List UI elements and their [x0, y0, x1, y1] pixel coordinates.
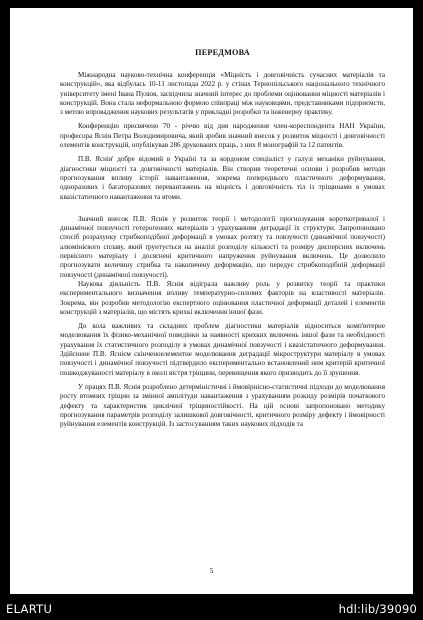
paragraph-5: Наукова діяльність П.В. Яснія відіграла важливу роль у розвитку теорії та практики експериментального визначення впливу температурно-силових факторів на властивості матеріалів. Зокрема, він розробив методологію експертного оцінювання пластичної деформації деталей і елементів конструкцій з матеріалів, що містять крихкі включення іншої фази.: [60, 279, 385, 316]
paragraph-4: Значний внесок П.В. Яснія у розвиток теорії і методології прогнозування короткотривалої і динамічної повзучості гетерогенних матеріалів з урахуванням деградації їх структури. Запропоновано спосіб розрахунку стрибкоподібної деформації в умовах розтягу та повзучості (динамічної повзучості) алюмінієвого сплаву, який ґрунтується на аналізі розподілу кількості та розміру дисперсних включень первісного матеріалу і досягнені критичного напруження руйнування включень. Це дозволило прогнозувати величину стрибка та накопичену деформацію, що передує стрибкоподібній деформації повзучості (динамічної повзучості).: [60, 214, 385, 279]
paragraph-7: У працях П.В. Яснія розроблено детерміністичні і ймовірнісно-статистичні підходи до моделювання росту втомних тріщин за змінної амплітуди навантаження з урахуванням розкиду розмірів початкового дефекту та характеристик циклічної тріщиностійкості. На цій основі запропоновано методику прогнозування параметрів розподілу залишкової довговічності, критичного розміру дефекту і ймовірності руйнування елементів конструкцій. Із застосуванням таких наукових підходів та: [60, 382, 385, 429]
handle-identifier: hdl:lib/39090: [338, 602, 417, 616]
paragraph-6: До кола важливих та складних проблем діагностики матеріалів відноситься комп'ютерне моделювання їх фізико-механічної поведінки за наявності крихких включень іншої фази та необхідності урахування їх статистичного розподілу в умовах динамічної повзучості і квазістатичного деформування. Здійснене П.В. Яснієм скінченоелементне моделювання деградації мікроструктури матеріалу в умовах повзучості і динамічної повзучості підтвердило експериментально встановлений ним критерій критичної пошкоджуваності матеріалу в околі вістря тріщини, перевищення якого призводить до її зрушення.: [60, 322, 385, 377]
page-title: ПЕРЕДМОВА: [195, 48, 250, 57]
paragraph-1: Міжнародна науково-технічна конференція «Міцність і довговічність сучасних матеріалів та конструкцій», яка відбулась 10-11 листопада 2022 р. у стінах Тернопільського національного технічного університету імені Івана Пулюя, засвідчила значний інтерес до проблеми оцінювання міцності матеріалів і конструкцій. Вона стала неформальною формою співпраці між науковцями, представниками підприємств, з метою впровадження наукових результатів у прикладні розробки та інженерну практику.: [60, 71, 385, 117]
paragraph-2: Конференцію присвячено 70 - річчю від дня народження член-кореспондента НАН України, професора Яснія Петра Володимировича, який зробив значний внесок у розвиток міцності і довговічності елементів конструкцій, опублікував 286 друкованих праць, з них 8 монографій та 12 патентів.: [60, 122, 385, 150]
document-body: [60, 48, 385, 429]
repository-label: ELARTU: [6, 602, 53, 616]
document-page: [10, 8, 413, 594]
viewer-footer-bar: [0, 599, 423, 620]
page-number: 5: [209, 566, 214, 575]
paragraph-3: П.В. Яснія' добре відомий в Україні та за кордоном спеціаліст у галузі механіки руйнування, діагностики міцності та довговічності матеріалів. Він створив теоретичні основи і розробив методи прогнозування впливу історії навантаження, зокрема попереднього пластичного деформування, одноразових і багаторазових перевантажень на міцність і довговічність тіл із тріщинами в умовах квазістатичного навантаження та втоми.: [60, 155, 385, 201]
